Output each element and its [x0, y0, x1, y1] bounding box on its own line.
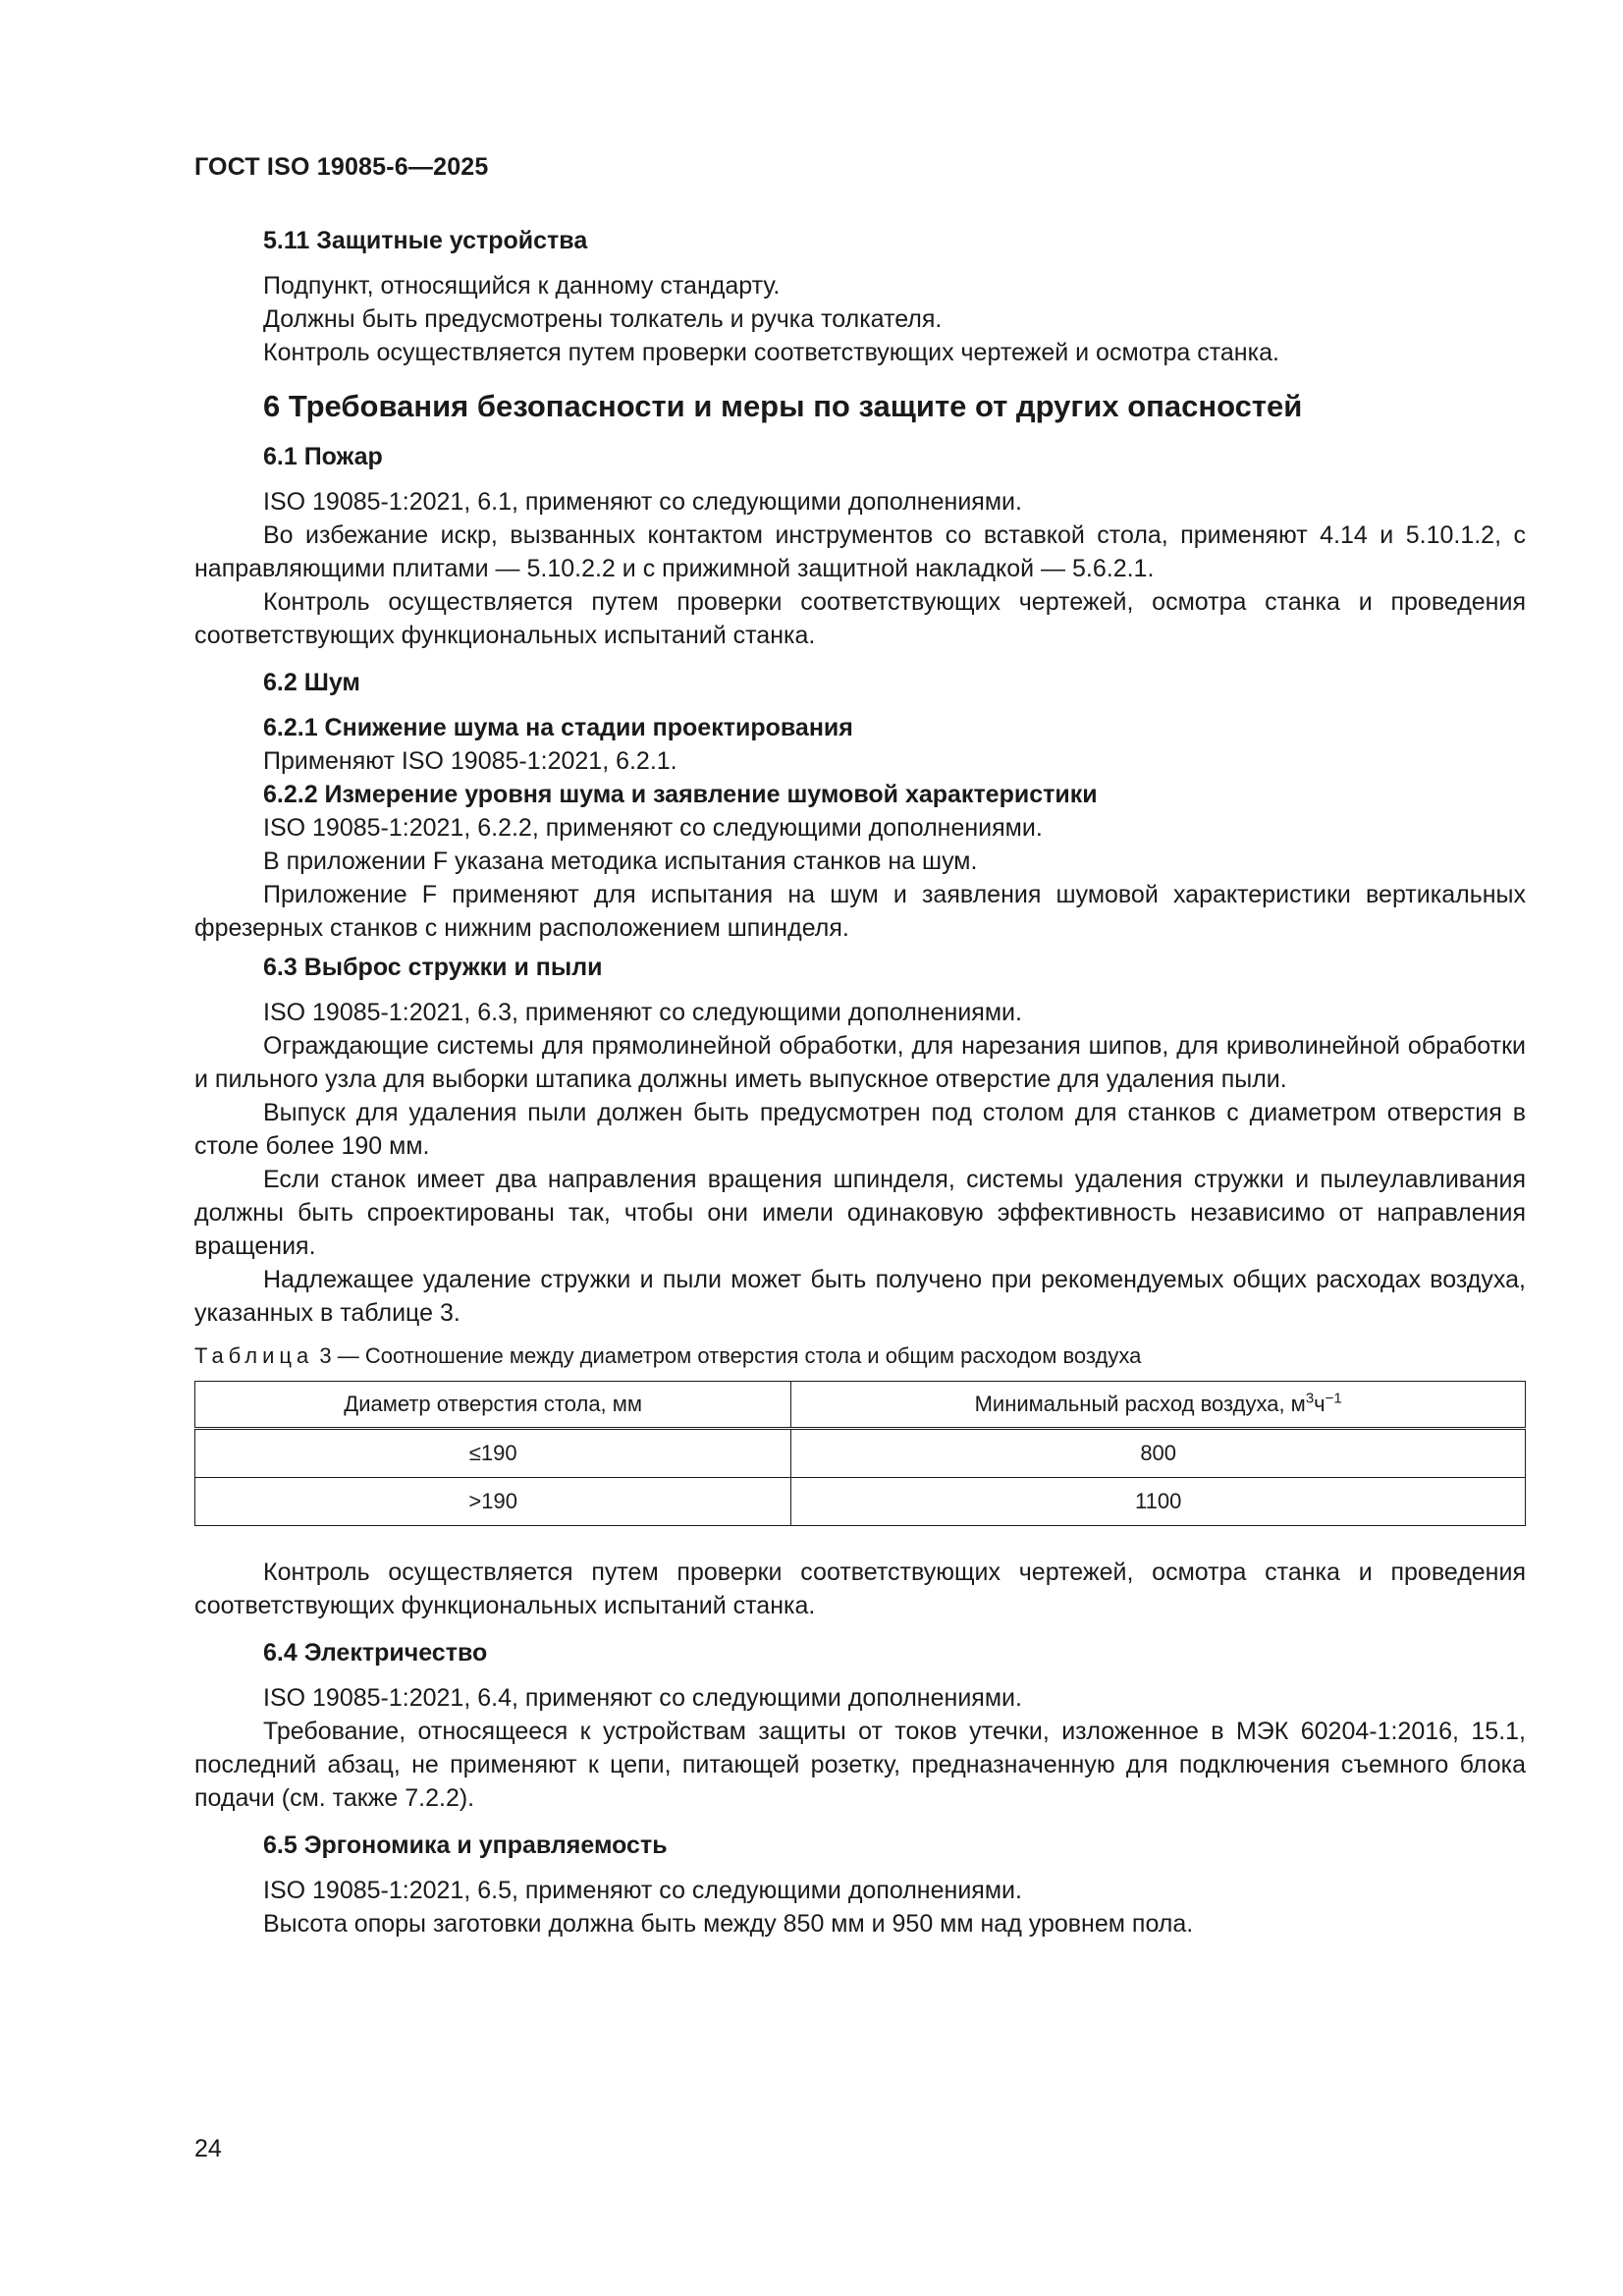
- table-cell-flow: 800: [791, 1429, 1526, 1478]
- paragraph: Приложение F применяют для испытания на шум и заявления шумовой характеристики вертикальных фрезерных станков с нижним расположением шпинделя.: [194, 881, 1526, 942]
- table-row: [195, 1429, 1526, 1478]
- table-caption-word: Таблица: [194, 1343, 314, 1368]
- section-6-2-1-title: 6.2.1 Снижение шума на стадии проектирования: [263, 714, 853, 741]
- paragraph: В приложении F указана методика испытания станков на шум.: [263, 847, 978, 875]
- table-header-row: [195, 1382, 1526, 1429]
- paragraph: ISO 19085-1:2021, 6.1, применяют со следующими дополнениями.: [263, 488, 1022, 516]
- paragraph: Во избежание искр, вызванных контактом инструментов со вставкой стола, применяют 4.14 и 5.10.1.2, с направляющими плитами — 5.10.2.2 и с прижимной защитной накладкой — 5.6.2.1.: [194, 521, 1526, 582]
- standard-code: ГОСТ ISO 19085-6—2025: [194, 153, 489, 181]
- paragraph: ISO 19085-1:2021, 6.5, применяют со следующими дополнениями.: [263, 1877, 1022, 1904]
- section-5-11-title: 5.11 Защитные устройства: [263, 227, 588, 254]
- paragraph: Выпуск для удаления пыли должен быть предусмотрен под столом для станков с диаметром отверстия в столе более 190 мм.: [194, 1099, 1526, 1160]
- column-header-air-flow: Минимальный расход воздуха, $м^3ч^{-1}$: [791, 1382, 1526, 1429]
- page-content: [194, 224, 1526, 1941]
- section-6-4-title: 6.4 Электричество: [263, 1639, 488, 1667]
- section-6-3-title: 6.3 Выброс стружки и пыли: [263, 954, 603, 981]
- paragraph: Ограждающие системы для прямолинейной обработки, для нарезания шипов, для криволинейной обработки и пильного узла для выборки штапика должны иметь выпускное отверстие для удаления пыли.: [194, 1032, 1526, 1093]
- paragraph: Должны быть предусмотрены толкатель и ручка толкателя.: [263, 305, 943, 333]
- table-cell-diameter: >190: [195, 1478, 791, 1526]
- paragraph: ISO 19085-1:2021, 6.2.2, применяют со следующими дополнениями.: [263, 814, 1043, 842]
- paragraph: ISO 19085-1:2021, 6.3, применяют со следующими дополнениями.: [263, 999, 1022, 1026]
- paragraph: Применяют ISO 19085-1:2021, 6.2.1.: [263, 747, 677, 775]
- paragraph: Контроль осуществляется путем проверки соответствующих чертежей и осмотра станка.: [263, 339, 1279, 366]
- paragraph: Контроль осуществляется путем проверки соответствующих чертежей, осмотра станка и проведения соответствующих функциональных испытаний станка.: [194, 1558, 1526, 1619]
- paragraph: Надлежащее удаление стружки и пыли может быть получено при рекомендуемых общих расходах воздуха, указанных в таблице 3.: [194, 1266, 1526, 1327]
- section-6-title: 6 Требования безопасности и меры по защите от других опасностей: [263, 389, 1303, 423]
- paragraph: Контроль осуществляется путем проверки соответствующих чертежей, осмотра станка и проведения соответствующих функциональных испытаний станка.: [194, 588, 1526, 649]
- air-flow-table: [194, 1381, 1526, 1526]
- table-caption-text: 3 — Соотношение между диаметром отверстия стола и общим расходом воздуха: [313, 1343, 1142, 1368]
- section-6-5-title: 6.5 Эргономика и управляемость: [263, 1831, 668, 1859]
- paragraph: ISO 19085-1:2021, 6.4, применяют со следующими дополнениями.: [263, 1684, 1022, 1712]
- paragraph: Если станок имеет два направления вращения шпинделя, системы удаления стружки и пылеулавливания должны быть спроектированы так, чтобы они имели одинаковую эффективность независимо от направления вращения.: [194, 1166, 1526, 1260]
- section-6-1-title: 6.1 Пожар: [263, 443, 383, 470]
- table-cell-diameter: ≤190: [195, 1429, 791, 1478]
- column-header-diameter: Диаметр отверстия стола, мм: [195, 1382, 791, 1429]
- section-6-2-2-title: 6.2.2 Измерение уровня шума и заявление шумовой характеристики: [263, 781, 1098, 808]
- table-row: [195, 1478, 1526, 1526]
- section-6-2-title: 6.2 Шум: [263, 669, 360, 696]
- paragraph: Высота опоры заготовки должна быть между 850 мм и 950 мм над уровнем пола.: [263, 1910, 1194, 1938]
- paragraph: Требование, относящееся к устройствам защиты от токов утечки, изложенное в МЭК 60204-1:2016, 15.1, последний абзац, не применяют к цепи, питающей розетку, предназначенную для подключения съемного блока подачи (см. также 7.2.2).: [194, 1718, 1526, 1812]
- page-number: 24: [194, 2135, 222, 2162]
- table-caption: [194, 1341, 1526, 1371]
- table-cell-flow: 1100: [791, 1478, 1526, 1526]
- paragraph: Подпункт, относящийся к данному стандарту.: [263, 272, 781, 300]
